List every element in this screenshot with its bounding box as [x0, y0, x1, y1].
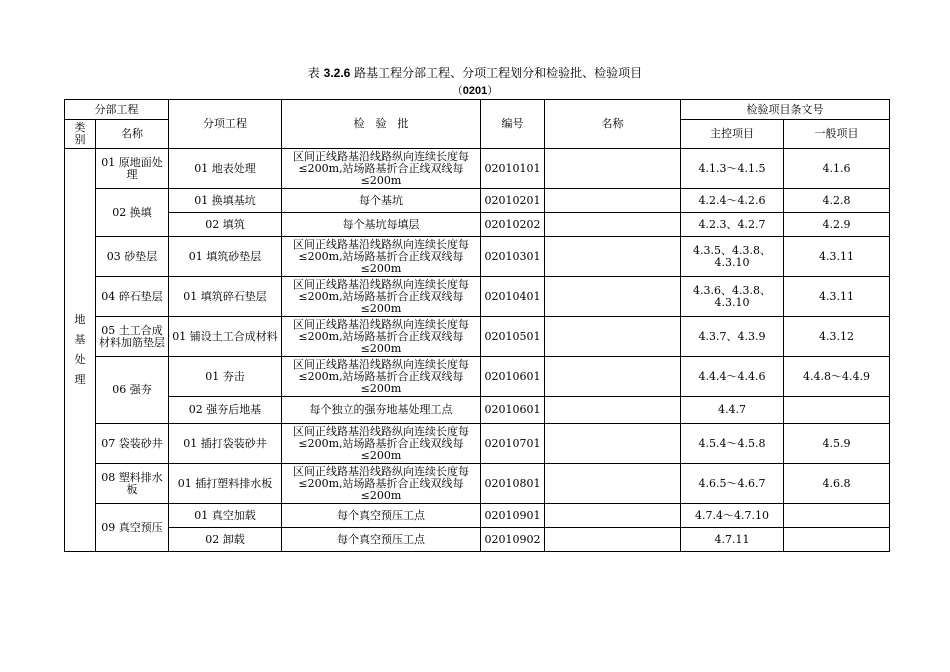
code-cell: 02010701	[481, 424, 545, 464]
name-cell	[545, 424, 681, 464]
fenbu-cell: 04 碎石垫层	[96, 277, 169, 317]
pi-cell: 区间正线路基沿线路纵向连续长度每≤200m,站场路基折合正线双线每≤200m	[282, 464, 481, 504]
header-jianyanpi: 检 验 批	[282, 100, 481, 149]
fenxiang-cell: 01 铺设土工合成材料	[169, 317, 282, 357]
table-row	[65, 317, 890, 357]
header-fenbu: 分部工程	[65, 100, 169, 120]
fenbu-cell: 02 换填	[96, 189, 169, 237]
table-title	[0, 66, 950, 80]
fenxiang-cell: 01 地表处理	[169, 149, 282, 189]
general-cell	[784, 528, 890, 552]
main-cell: 4.7.11	[681, 528, 784, 552]
name-cell	[545, 528, 681, 552]
code-cell: 02010202	[481, 213, 545, 237]
table-row	[65, 528, 890, 552]
inspection-table	[64, 99, 890, 552]
general-cell: 4.3.11	[784, 277, 890, 317]
table-row	[65, 397, 890, 424]
pi-cell: 区间正线路基沿线路纵向连续长度每≤200m,站场路基折合正线双线每≤200m	[282, 237, 481, 277]
header-zhukong: 主控项目	[681, 120, 784, 149]
header-tiaowen: 检验项目条文号	[681, 100, 890, 120]
name-cell	[545, 149, 681, 189]
table-row	[65, 189, 890, 213]
pi-cell: 每个基坑	[282, 189, 481, 213]
title-prefix: 表	[307, 66, 320, 80]
header-mingcheng: 名称	[96, 120, 169, 149]
table-row	[65, 213, 890, 237]
main-cell: 4.2.3、4.2.7	[681, 213, 784, 237]
fenxiang-cell: 01 插打袋装砂井	[169, 424, 282, 464]
fenxiang-cell: 01 填筑碎石垫层	[169, 277, 282, 317]
table-row	[65, 237, 890, 277]
fenxiang-cell: 01 夯击	[169, 357, 282, 397]
code-cell: 02010401	[481, 277, 545, 317]
main-cell: 4.7.4～4.7.10	[681, 504, 784, 528]
pi-cell: 每个基坑每填层	[282, 213, 481, 237]
code-cell: 02010601	[481, 397, 545, 424]
fenbu-cell: 03 砂垫层	[96, 237, 169, 277]
main-cell: 4.2.4～4.2.6	[681, 189, 784, 213]
name-cell	[545, 213, 681, 237]
pi-cell: 每个独立的强夯地基处理工点	[282, 397, 481, 424]
table-row	[65, 464, 890, 504]
main-cell: 4.1.3～4.1.5	[681, 149, 784, 189]
category-cell: 地 基 处 理	[65, 149, 96, 552]
pi-cell: 区间正线路基沿线路纵向连续长度每≤200m,站场路基折合正线双线每≤200m	[282, 277, 481, 317]
main-cell: 4.3.5、4.3.8、4.3.10	[681, 237, 784, 277]
main-cell: 4.4.4～4.4.6	[681, 357, 784, 397]
name-cell	[545, 277, 681, 317]
name-cell	[545, 464, 681, 504]
name-cell	[545, 237, 681, 277]
code-cell: 02010801	[481, 464, 545, 504]
name-cell	[545, 189, 681, 213]
pi-cell: 每个真空预压工点	[282, 504, 481, 528]
code-cell: 02010901	[481, 504, 545, 528]
general-cell: 4.6.8	[784, 464, 890, 504]
code-cell: 02010301	[481, 237, 545, 277]
general-cell: 4.2.9	[784, 213, 890, 237]
name-cell	[545, 504, 681, 528]
code-cell: 02010101	[481, 149, 545, 189]
general-cell	[784, 504, 890, 528]
fenbu-cell: 01 原地面处理	[96, 149, 169, 189]
title-number: 3.2.6	[323, 66, 351, 80]
header-mingcheng2: 名称	[545, 100, 681, 149]
pi-cell: 每个真空预压工点	[282, 528, 481, 552]
code-cell: 02010902	[481, 528, 545, 552]
fenbu-cell: 05 土工合成材料加筋垫层	[96, 317, 169, 357]
main-cell: 4.4.7	[681, 397, 784, 424]
code-cell: 02010201	[481, 189, 545, 213]
table-row	[65, 504, 890, 528]
header-bianhao: 编号	[481, 100, 545, 149]
main-cell: 4.6.5～4.6.7	[681, 464, 784, 504]
name-cell	[545, 357, 681, 397]
main-cell: 4.3.6、4.3.8、4.3.10	[681, 277, 784, 317]
main-cell: 4.5.4～4.5.8	[681, 424, 784, 464]
general-cell: 4.5.9	[784, 424, 890, 464]
fenbu-cell: 09 真空预压	[96, 504, 169, 552]
general-cell: 4.3.12	[784, 317, 890, 357]
fenxiang-cell: 01 插打塑料排水板	[169, 464, 282, 504]
pi-cell: 区间正线路基沿线路纵向连续长度每≤200m,站场路基折合正线双线每≤200m	[282, 357, 481, 397]
general-cell: 4.3.11	[784, 237, 890, 277]
general-cell: 4.1.6	[784, 149, 890, 189]
general-cell: 4.2.8	[784, 189, 890, 213]
table-row	[65, 357, 890, 397]
fenbu-cell: 07 袋装砂井	[96, 424, 169, 464]
header-lei: 类别	[65, 120, 96, 149]
fenxiang-cell: 02 填筑	[169, 213, 282, 237]
table-row	[65, 149, 890, 189]
fenxiang-cell: 01 填筑砂垫层	[169, 237, 282, 277]
fenxiang-cell: 02 卸载	[169, 528, 282, 552]
fenbu-cell: 06 强夯	[96, 357, 169, 424]
fenbu-cell: 08 塑料排水板	[96, 464, 169, 504]
fenxiang-cell: 01 换填基坑	[169, 189, 282, 213]
name-cell	[545, 317, 681, 357]
header-row	[65, 100, 890, 120]
header-yiban: 一般项目	[784, 120, 890, 149]
table-code: （0201）	[451, 84, 499, 97]
main-cell: 4.3.7、4.3.9	[681, 317, 784, 357]
pi-cell: 区间正线路基沿线路纵向连续长度每≤200m,站场路基折合正线双线每≤200m	[282, 424, 481, 464]
table-row	[65, 277, 890, 317]
fenxiang-cell: 02 强夯后地基	[169, 397, 282, 424]
code-cell: 02010501	[481, 317, 545, 357]
fenxiang-cell: 01 真空加载	[169, 504, 282, 528]
pi-cell: 区间正线路基沿线路纵向连续长度每≤200m,站场路基折合正线双线每≤200m	[282, 317, 481, 357]
pi-cell: 区间正线路基沿线路纵向连续长度每≤200m,站场路基折合正线双线每≤200m	[282, 149, 481, 189]
table-row	[65, 424, 890, 464]
title-text: 路基工程分部工程、分项工程划分和检验批、检验项目	[354, 66, 643, 80]
name-cell	[545, 397, 681, 424]
general-cell: 4.4.8～4.4.9	[784, 357, 890, 397]
code-value: 0201	[462, 85, 488, 97]
header-fenxiang: 分项工程	[169, 100, 282, 149]
code-cell: 02010601	[481, 357, 545, 397]
general-cell	[784, 397, 890, 424]
